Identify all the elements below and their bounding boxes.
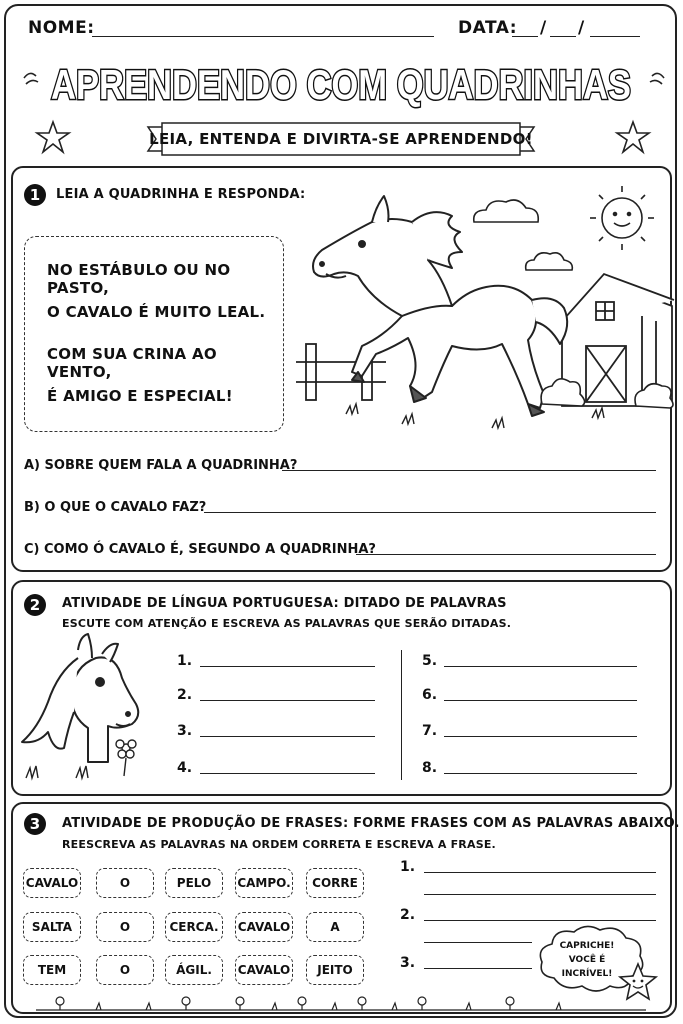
date-month-field[interactable] xyxy=(550,36,576,37)
section-title: ATIVIDADE DE PRODUÇÃO DE FRASES: FORME FRASES COM AS PALAVRAS ABAIXO. xyxy=(62,816,680,831)
question-a: A) SOBRE QUEM FALA A QUADRINHA? xyxy=(24,458,298,473)
word-chip[interactable]: CAVALO xyxy=(235,955,293,985)
flower-border-decoration xyxy=(36,994,646,1012)
grass-icon xyxy=(346,404,604,428)
sentence-line[interactable] xyxy=(424,894,656,895)
date-year-field[interactable] xyxy=(590,36,640,37)
word-chip[interactable]: CAMPO. xyxy=(235,868,293,898)
section-number: 2 xyxy=(24,594,46,616)
poem-line: É AMIGO E ESPECIAL! xyxy=(47,387,233,405)
poem-line: COM SUA CRINA AO VENTO, xyxy=(47,345,217,381)
word-chip[interactable]: A xyxy=(306,912,364,942)
question-c: C) COMO Ó CAVALO É, SEGUNDO A QUADRINHA? xyxy=(24,542,376,557)
section-instruction: ESCUTE COM ATENÇÃO E ESCREVA AS PALAVRAS QUE SERÃO DITADAS. xyxy=(62,617,512,630)
question-b: B) O QUE O CAVALO FAZ? xyxy=(24,500,207,515)
word-chip[interactable]: SALTA xyxy=(23,912,81,942)
dictation-line[interactable] xyxy=(444,700,637,701)
word-chip[interactable]: CAVALO xyxy=(235,912,293,942)
word-chip[interactable]: O xyxy=(96,912,154,942)
date-separator: / xyxy=(578,18,585,38)
section-number: 1 xyxy=(24,184,46,206)
swirl-right-icon xyxy=(646,68,666,88)
poem-box xyxy=(24,236,284,432)
sentence-number: 3. xyxy=(400,955,416,971)
word-chip[interactable]: CORRE xyxy=(306,868,364,898)
answer-line-c[interactable] xyxy=(356,554,656,555)
section-number: 3 xyxy=(24,813,46,835)
dictation-line[interactable] xyxy=(444,736,637,737)
sentence-line[interactable] xyxy=(424,872,656,873)
word-chip[interactable]: CAVALO xyxy=(23,868,81,898)
word-chip[interactable]: JEITO xyxy=(306,955,364,985)
dictation-line[interactable] xyxy=(444,773,637,774)
flower-icon xyxy=(116,740,136,776)
date-separator: / xyxy=(540,18,547,38)
horse-scene-illustration xyxy=(292,176,672,436)
column-divider xyxy=(401,650,402,780)
badge-line: VOCÊ É xyxy=(568,955,606,965)
horse-head-illustration xyxy=(18,632,148,782)
poem-line: O CAVALO É MUITO LEAL. xyxy=(47,303,266,321)
bush-icon xyxy=(541,379,584,406)
word-chip[interactable]: O xyxy=(96,868,154,898)
page-title xyxy=(30,52,653,114)
sentence-line[interactable] xyxy=(424,920,656,921)
swirl-left-icon xyxy=(22,68,42,88)
poem-line: NO ESTÁBULO OU NO PASTO, xyxy=(47,261,231,297)
name-label: NOME: xyxy=(28,18,95,38)
section-instruction: REESCREVA AS PALAVRAS NA ORDEM CORRETA E ESCREVA A FRASE. xyxy=(62,838,496,851)
cloud-icon xyxy=(474,200,539,222)
dictation-number: 4. xyxy=(177,760,193,776)
dictation-number: 5. xyxy=(422,653,438,669)
sentence-line[interactable] xyxy=(424,968,532,969)
dictation-number: 6. xyxy=(422,687,438,703)
dictation-line[interactable] xyxy=(200,700,375,701)
cloud-icon xyxy=(526,253,573,270)
name-field[interactable] xyxy=(92,36,434,37)
sun-icon xyxy=(590,186,654,250)
section-instruction: LEIA A QUADRINHA E RESPONDA: xyxy=(56,187,306,202)
dictation-line[interactable] xyxy=(200,773,375,774)
badge-line: INCRÍVEL! xyxy=(561,969,613,979)
subtitle-ribbon xyxy=(148,121,534,157)
dictation-number: 3. xyxy=(177,723,193,739)
dictation-number: 7. xyxy=(422,723,438,739)
word-chip[interactable]: PELO xyxy=(165,868,223,898)
sentence-number: 2. xyxy=(400,907,416,923)
word-chip[interactable]: O xyxy=(96,955,154,985)
date-label: DATA: xyxy=(458,18,517,38)
dictation-number: 1. xyxy=(177,653,193,669)
answer-line-a[interactable] xyxy=(282,470,656,471)
date-day-field[interactable] xyxy=(512,36,538,37)
badge-line: CAPRICHE! xyxy=(559,941,615,951)
sentence-number: 1. xyxy=(400,859,416,875)
dictation-number: 2. xyxy=(177,687,193,703)
word-chip[interactable]: CERCA. xyxy=(165,912,223,942)
word-chip[interactable]: TEM xyxy=(23,955,81,985)
grass-icon xyxy=(26,766,88,778)
star-right-icon xyxy=(616,120,650,154)
dictation-number: 8. xyxy=(422,760,438,776)
horse-icon xyxy=(313,196,567,416)
word-chip[interactable]: ÁGIL. xyxy=(165,955,223,985)
sentence-line[interactable] xyxy=(424,942,532,943)
subtitle: LEIA, ENTENDA E DIVIRTA-SE APRENDENDO! xyxy=(149,130,533,148)
dictation-line[interactable] xyxy=(444,666,637,667)
dictation-line[interactable] xyxy=(200,666,375,667)
dictation-line[interactable] xyxy=(200,736,375,737)
section-title: ATIVIDADE DE LÍNGUA PORTUGUESA: DITADO DE PALAVRAS xyxy=(62,596,507,611)
answer-line-b[interactable] xyxy=(204,512,656,513)
page-title-text: APRENDENDO COM QUADRINHAS xyxy=(51,61,631,108)
star-left-icon xyxy=(36,120,70,154)
